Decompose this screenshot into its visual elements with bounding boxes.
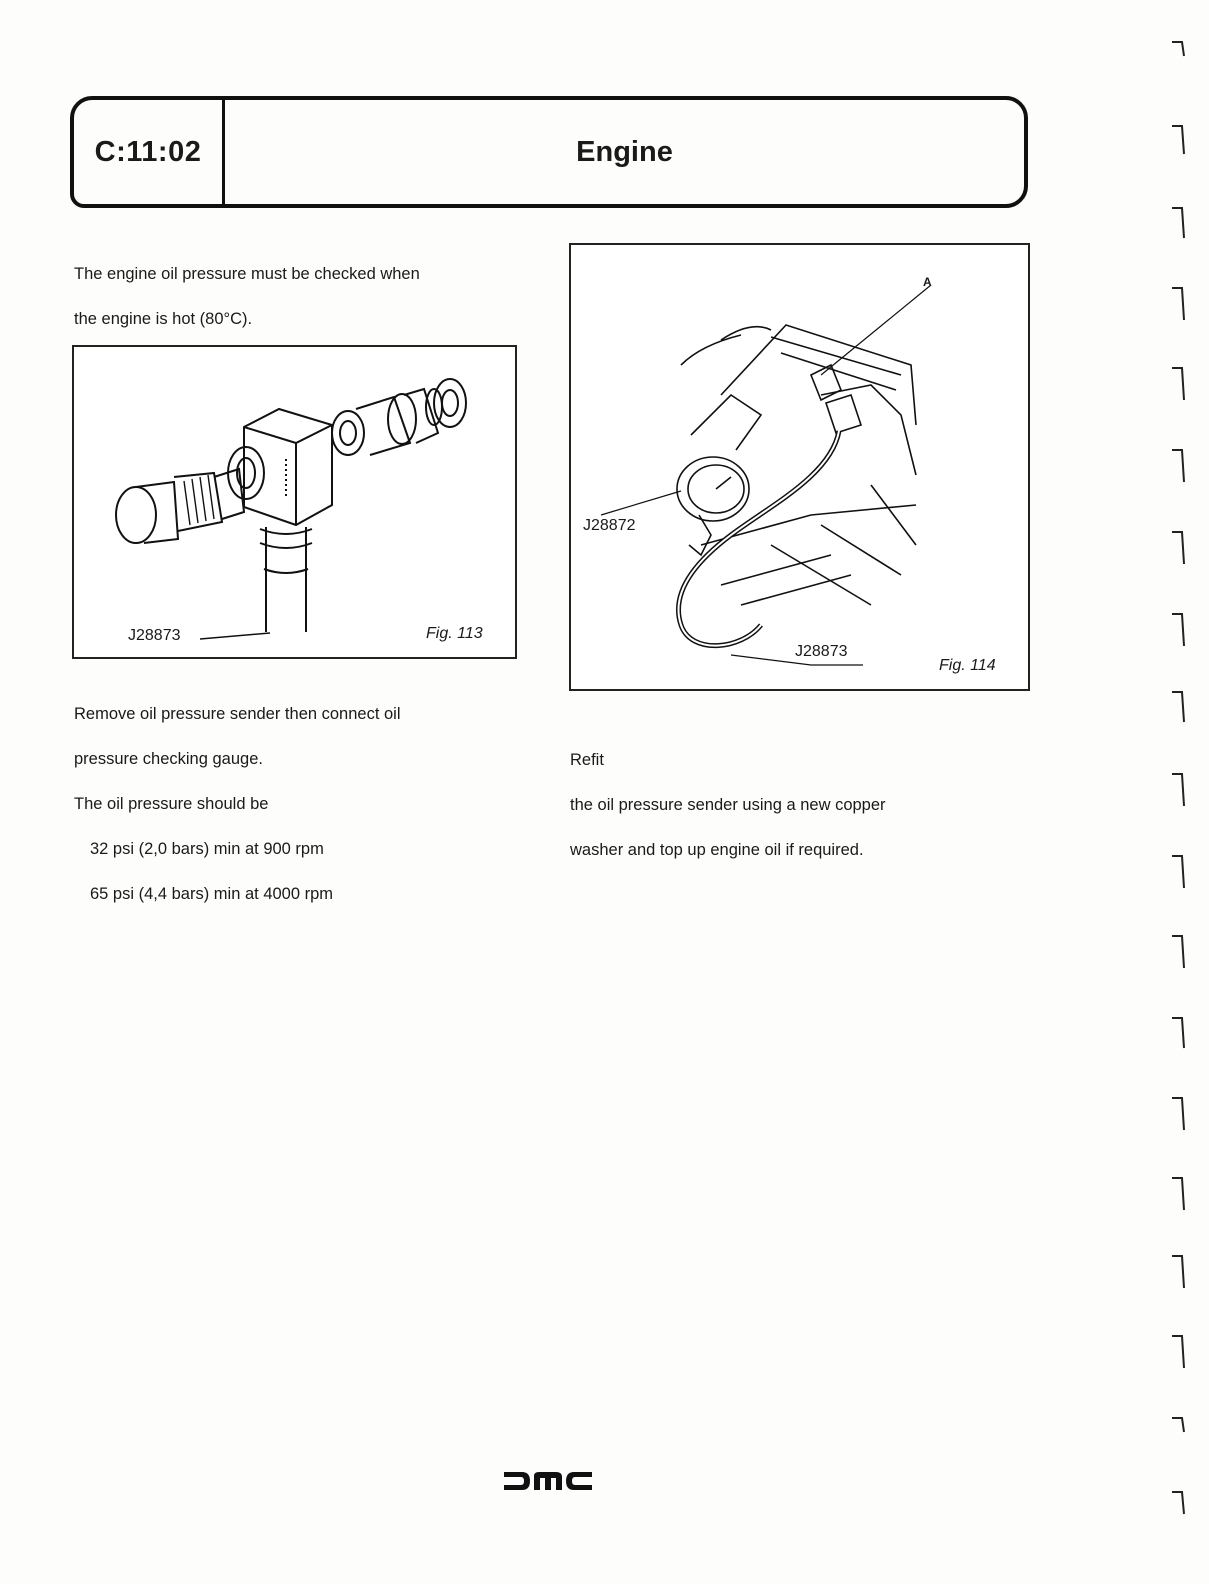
spec-line: 65 psi (4,4 bars) min at 4000 rpm <box>90 884 334 903</box>
marker-a: A <box>923 275 932 289</box>
instructions-right <box>570 726 886 884</box>
text-line: the oil pressure sender using a new copper <box>570 795 886 814</box>
section-code: C:11:02 <box>74 100 225 204</box>
oil-pressure-adapter-illustration <box>74 347 515 657</box>
dmc-logo <box>502 1468 594 1494</box>
binder-tab-marks <box>1150 30 1200 1570</box>
text-line: washer and top up engine oil if required. <box>570 840 864 859</box>
figure-caption: Fig. 114 <box>939 657 996 674</box>
text-line: Remove oil pressure sender then connect oil <box>74 704 401 723</box>
instructions-left <box>74 680 401 928</box>
tool-label-j28873: J28873 <box>795 643 848 660</box>
text-line: Refit <box>570 750 604 769</box>
text-line: pressure checking gauge. <box>74 749 263 768</box>
text-line: The oil pressure should be <box>74 794 269 813</box>
figure-caption: Fig. 113 <box>426 625 483 642</box>
spec-line: 32 psi (2,0 bars) min at 900 rpm <box>90 839 324 858</box>
engine-oil-gauge-illustration <box>571 245 1028 689</box>
figure-113 <box>72 345 517 659</box>
tool-label-j28872: J28872 <box>583 517 636 534</box>
page-title: Engine <box>576 135 673 168</box>
figure-114 <box>569 243 1030 691</box>
page-header <box>70 96 1028 208</box>
intro-line: the engine is hot (80°C). <box>74 309 253 328</box>
intro-line: The engine oil pressure must be checked when <box>74 264 420 283</box>
tool-label-j28873: J28873 <box>128 627 181 644</box>
